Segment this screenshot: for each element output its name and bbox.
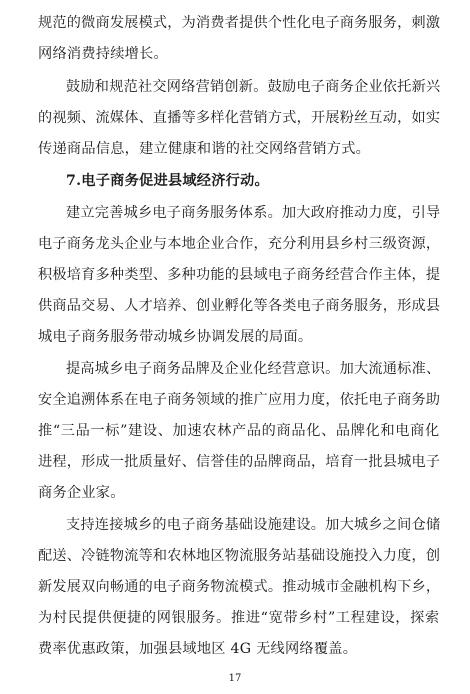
text-line: 电子商务龙头企业与本地企业合作，充分利用县乡村三级资源， xyxy=(38,236,441,252)
text-line: 为村民提供便捷的网银服务。推进“宽带乡村”工程建设，探索 xyxy=(38,610,440,626)
text-line: 城电子商务服务带动城乡协调发展的局面。 xyxy=(38,329,313,345)
text-line: 提高城乡电子商务品牌及企业化经营意识。加大流通标准、 xyxy=(66,361,441,377)
text-line: 商务企业家。 xyxy=(38,485,125,501)
text-line: 建立完善城乡电子商务服务体系。加大政府推动力度，引导 xyxy=(66,205,441,221)
text-line: 推“三品一标”建设、加速农林产品的商品化、品牌化和电商化 xyxy=(38,423,440,439)
text-line: 费率优惠政策，加强县域地区 4G 无线网络覆盖。 xyxy=(38,641,358,657)
text-line: 规范的微商发展模式，为消费者提供个性化电子商务服务，刺激 xyxy=(38,15,441,31)
text-line: 供商品交易、人才培养、创业孵化等各类电子商务服务，形成县 xyxy=(38,298,441,314)
text-line: 传递商品信息，建立健康和谐的社交网络营销方式。 xyxy=(38,141,371,157)
section-heading: 7.电子商务促进县域经济行动。 xyxy=(66,173,269,189)
text-line: 鼓励和规范社交网络营销创新。鼓励电子商务企业依托新兴 xyxy=(66,79,441,95)
page-number: 17 xyxy=(228,673,242,684)
text-line: 网络消费持续增长。 xyxy=(38,46,168,62)
text-line: 支持连接城乡的电子商务基础设施建设。加大城乡之间仓储 xyxy=(66,517,441,533)
text-line: 安全追溯体系在电子商务领域的推广应用力度，依托电子商务助 xyxy=(38,392,441,408)
text-line: 积极培育多种类型、多种功能的县域电子商务经营合作主体，提 xyxy=(38,267,441,283)
text-line: 新发展双向畅通的电子商务物流模式。推动城市金融机构下乡， xyxy=(38,579,441,595)
text-line: 配送、冷链物流等和农林地区物流服务站基础设施投入力度，创 xyxy=(38,548,441,564)
text-line: 进程，形成一批质量好、信誉佳的品牌商品，培育一批县城电子 xyxy=(38,454,441,470)
text-line: 的视频、流媒体、直播等多样化营销方式，开展粉丝互动，如实 xyxy=(38,110,441,126)
